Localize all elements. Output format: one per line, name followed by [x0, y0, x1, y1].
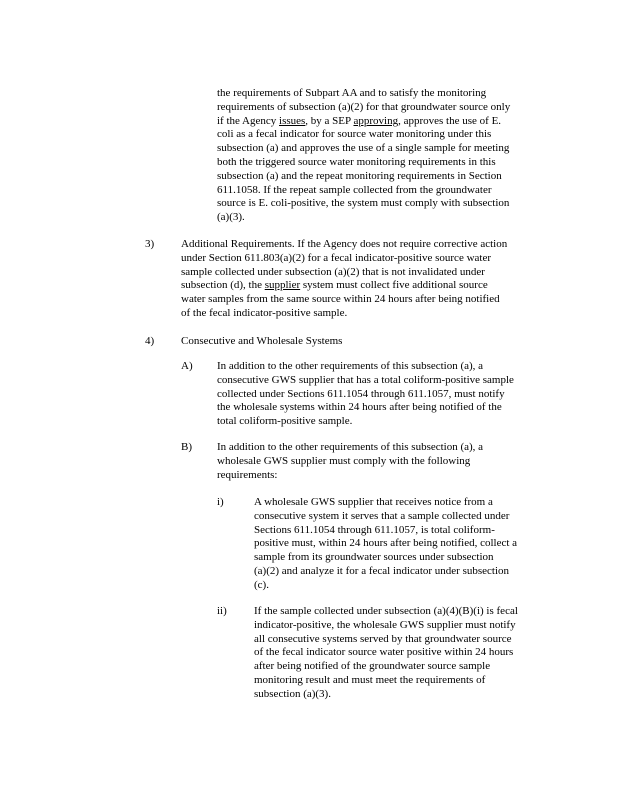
item-4a-paragraph — [217, 360, 514, 429]
text-line: under Section 611.803(a)(2) for a fecal indicator-positive source water — [181, 251, 491, 264]
text-line: Sections 611.1054 through 611.1057, is total coliform- — [254, 523, 495, 536]
text-line: subsection (a) and the repeat monitoring requirements in Section — [217, 169, 502, 182]
item-4-heading: Consecutive and Wholesale Systems — [181, 335, 343, 347]
item-4b-paragraph — [217, 441, 483, 482]
text-line: subsection (a)(3). — [254, 687, 331, 700]
item-4bii-label: ii) — [217, 605, 227, 617]
item-4b-label: B) — [181, 441, 192, 453]
item-4-label: 4) — [145, 335, 155, 347]
text-line: requirements of subsection (a)(2) for that groundwater source only — [217, 100, 511, 113]
underlined-word: supplier — [264, 279, 301, 292]
continuation-paragraph — [217, 87, 510, 225]
text-line: wholesale GWS supplier must comply with the following — [217, 454, 471, 467]
text-line: the requirements of Subpart AA and to satisfy the monitoring — [217, 87, 487, 99]
underlined-word: issues — [279, 114, 306, 127]
text-line: Additional Requirements. If the Agency does not require corrective action — [181, 238, 508, 250]
text-line: sample collected under subsection (a)(2) that is not invalidated under — [181, 265, 485, 278]
underlined-word: approving — [353, 114, 399, 127]
text-line: the wholesale systems within 24 hours after being notified of the — [217, 401, 502, 414]
text-line: In addition to the other requirements of this subsection (a), a — [217, 360, 484, 372]
text-line: of the fecal indicator-positive sample. — [181, 306, 348, 319]
text-line: indicator-positive, the wholesale GWS supplier must notify — [254, 618, 516, 631]
text-line: sample from its groundwater sources under subsection — [254, 551, 494, 564]
text-line: positive must, within 24 hours after being notified, collect a — [254, 537, 518, 550]
text-line: total coliform-positive sample. — [217, 415, 353, 428]
text-line: consecutive system it serves that a sample collected under — [254, 509, 510, 522]
text-line: all consecutive systems served by that groundwater source — [254, 632, 512, 645]
text-line: monitoring result and must meet the requirements of — [254, 673, 486, 686]
text-line: requirements: — [217, 468, 278, 481]
item-4a-label: A) — [181, 360, 193, 372]
text-line: both the triggered source water monitoring requirements in this — [217, 155, 496, 168]
text-line: collected under Sections 611.1054 through 611.1057, must notify — [217, 387, 505, 400]
item-3-label: 3) — [145, 238, 155, 250]
text-line: subsection (d), the supplier system must collect five additional source — [181, 279, 488, 292]
text-line: consecutive GWS supplier that has a total coliform-positive sample — [217, 373, 514, 386]
text-line: water samples from the same source within 24 hours after being notified — [181, 293, 500, 306]
item-4bi-label: i) — [217, 496, 224, 508]
text-line: source is E. coli-positive, the system must comply with subsection — [217, 197, 510, 210]
item-4bi-paragraph — [254, 496, 517, 593]
item-4bii-paragraph — [254, 605, 518, 702]
text-line: A wholesale GWS supplier that receives notice from a — [254, 496, 493, 508]
text-line: (a)(2) and analyze it for a fecal indicator under subsection — [254, 564, 510, 577]
text-line: If the sample collected under subsection (a)(4)(B)(i) is fecal — [254, 605, 518, 617]
text-line: (c). — [254, 578, 269, 591]
text-line: In addition to the other requirements of this subsection (a), a — [217, 441, 484, 453]
text-line: 611.1058. If the repeat sample collected from the groundwater — [217, 183, 492, 196]
item-3-paragraph — [181, 238, 507, 321]
text-line: subsection (a) and approves the use of a single sample for meeting — [217, 142, 510, 155]
text-line: after being notified of the groundwater source sample — [254, 660, 491, 673]
text-line: (a)(3). — [217, 211, 245, 224]
text-line: of the fecal indicator source water positive within 24 hours — [254, 646, 514, 659]
text-line: coli as a fecal indicator for source water monitoring under this — [217, 128, 492, 141]
text-line: if the Agency issues, by a SEP approving, approves the use of E. — [217, 114, 502, 127]
